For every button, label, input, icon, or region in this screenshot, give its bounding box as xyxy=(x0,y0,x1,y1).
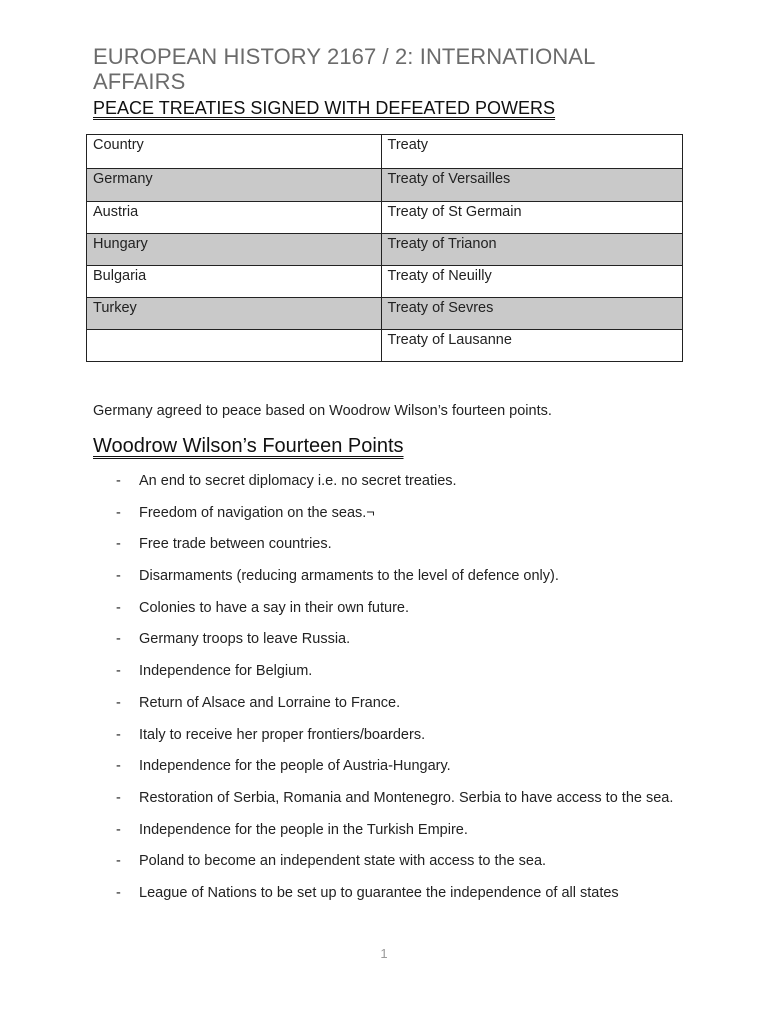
list-item xyxy=(116,599,681,618)
intro-paragraph: Germany agreed to peace based on Woodrow Wilson’s fourteen points. xyxy=(93,403,552,419)
list-item xyxy=(116,630,681,649)
bullet-dash: - xyxy=(116,473,121,489)
table-header-row xyxy=(87,135,683,169)
table-row xyxy=(87,202,683,234)
bullet-dash: - xyxy=(116,568,121,585)
bullet-dash: - xyxy=(116,884,121,901)
treaty-cell: Treaty of Lausanne xyxy=(381,330,683,362)
page-title: EUROPEAN HISTORY 2167 / 2: INTERNATIONAL AFFAIRS xyxy=(93,44,595,94)
table-row xyxy=(87,330,683,362)
bullet-dash: - xyxy=(116,726,121,743)
bullet-dash: - xyxy=(116,821,121,838)
treaty-cell: Treaty of Trianon xyxy=(381,234,683,266)
bullet-dash: - xyxy=(116,758,121,775)
table-row xyxy=(87,234,683,266)
bullet-dash: - xyxy=(116,504,121,521)
list-item xyxy=(116,662,681,681)
point-text: Germany troops to leave Russia. xyxy=(139,631,351,648)
point-text: Colonies to have a say in their own future. xyxy=(139,599,410,616)
fourteen-points-heading: Woodrow Wilson’s Fourteen Points xyxy=(93,435,404,457)
point-text: Restoration of Serbia, Romania and Montenegro. Serbia to have access to the sea. xyxy=(139,789,674,806)
bullet-dash: - xyxy=(116,599,121,616)
country-cell: Hungary xyxy=(87,234,382,266)
point-text: Freedom of navigation on the seas.¬ xyxy=(139,504,375,521)
table-row xyxy=(87,266,683,298)
list-item xyxy=(116,535,681,554)
point-text: Independence for Belgium. xyxy=(139,663,313,680)
list-item xyxy=(116,726,681,745)
bullet-dash: - xyxy=(116,694,121,711)
list-item xyxy=(116,567,681,586)
bullet-dash: - xyxy=(116,536,121,553)
list-item xyxy=(116,472,681,491)
country-cell: Turkey xyxy=(87,298,382,330)
page-number: 1 xyxy=(380,946,388,961)
point-text: Disarmaments (reducing armaments to the level of defence only). xyxy=(139,568,559,585)
list-item xyxy=(116,821,681,840)
bullet-dash: - xyxy=(116,663,121,680)
list-item xyxy=(116,694,681,713)
fourteen-points-list xyxy=(116,472,681,916)
country-cell: Bulgaria xyxy=(87,266,382,298)
bullet-dash: - xyxy=(116,789,121,806)
country-cell: Austria xyxy=(87,202,382,234)
list-item xyxy=(116,789,681,808)
point-text: Independence for the people of Austria-Hungary. xyxy=(139,758,451,775)
treaty-cell: Treaty of St Germain xyxy=(381,202,683,234)
bullet-dash: - xyxy=(116,853,121,870)
country-cell xyxy=(87,330,382,362)
column-header-treaty: Treaty xyxy=(381,135,683,169)
point-text: An end to secret diplomacy i.e. no secret treaties. xyxy=(139,473,457,489)
treaty-cell: Treaty of Sevres xyxy=(381,298,683,330)
list-item xyxy=(116,504,681,523)
table-row xyxy=(87,169,683,202)
list-item xyxy=(116,757,681,776)
treaty-cell: Treaty of Versailles xyxy=(381,169,683,202)
point-text: Poland to become an independent state with access to the sea. xyxy=(139,853,547,870)
table-row xyxy=(87,298,683,330)
column-header-country: Country xyxy=(87,135,382,169)
point-text: Independence for the people in the Turkish Empire. xyxy=(139,821,468,838)
point-text: Free trade between countries. xyxy=(139,536,332,553)
point-text: League of Nations to be set up to guarantee the independence of all states xyxy=(139,884,619,901)
treaty-cell: Treaty of Neuilly xyxy=(381,266,683,298)
point-text: Italy to receive her proper frontiers/boarders. xyxy=(139,726,426,743)
list-item xyxy=(116,884,681,903)
list-item xyxy=(116,852,681,871)
bullet-dash: - xyxy=(116,631,121,648)
country-cell: Germany xyxy=(87,169,382,202)
point-text: Return of Alsace and Lorraine to France. xyxy=(139,694,401,711)
section-subtitle: PEACE TREATIES SIGNED WITH DEFEATED POWERS xyxy=(93,98,556,118)
treaty-table xyxy=(86,134,683,362)
